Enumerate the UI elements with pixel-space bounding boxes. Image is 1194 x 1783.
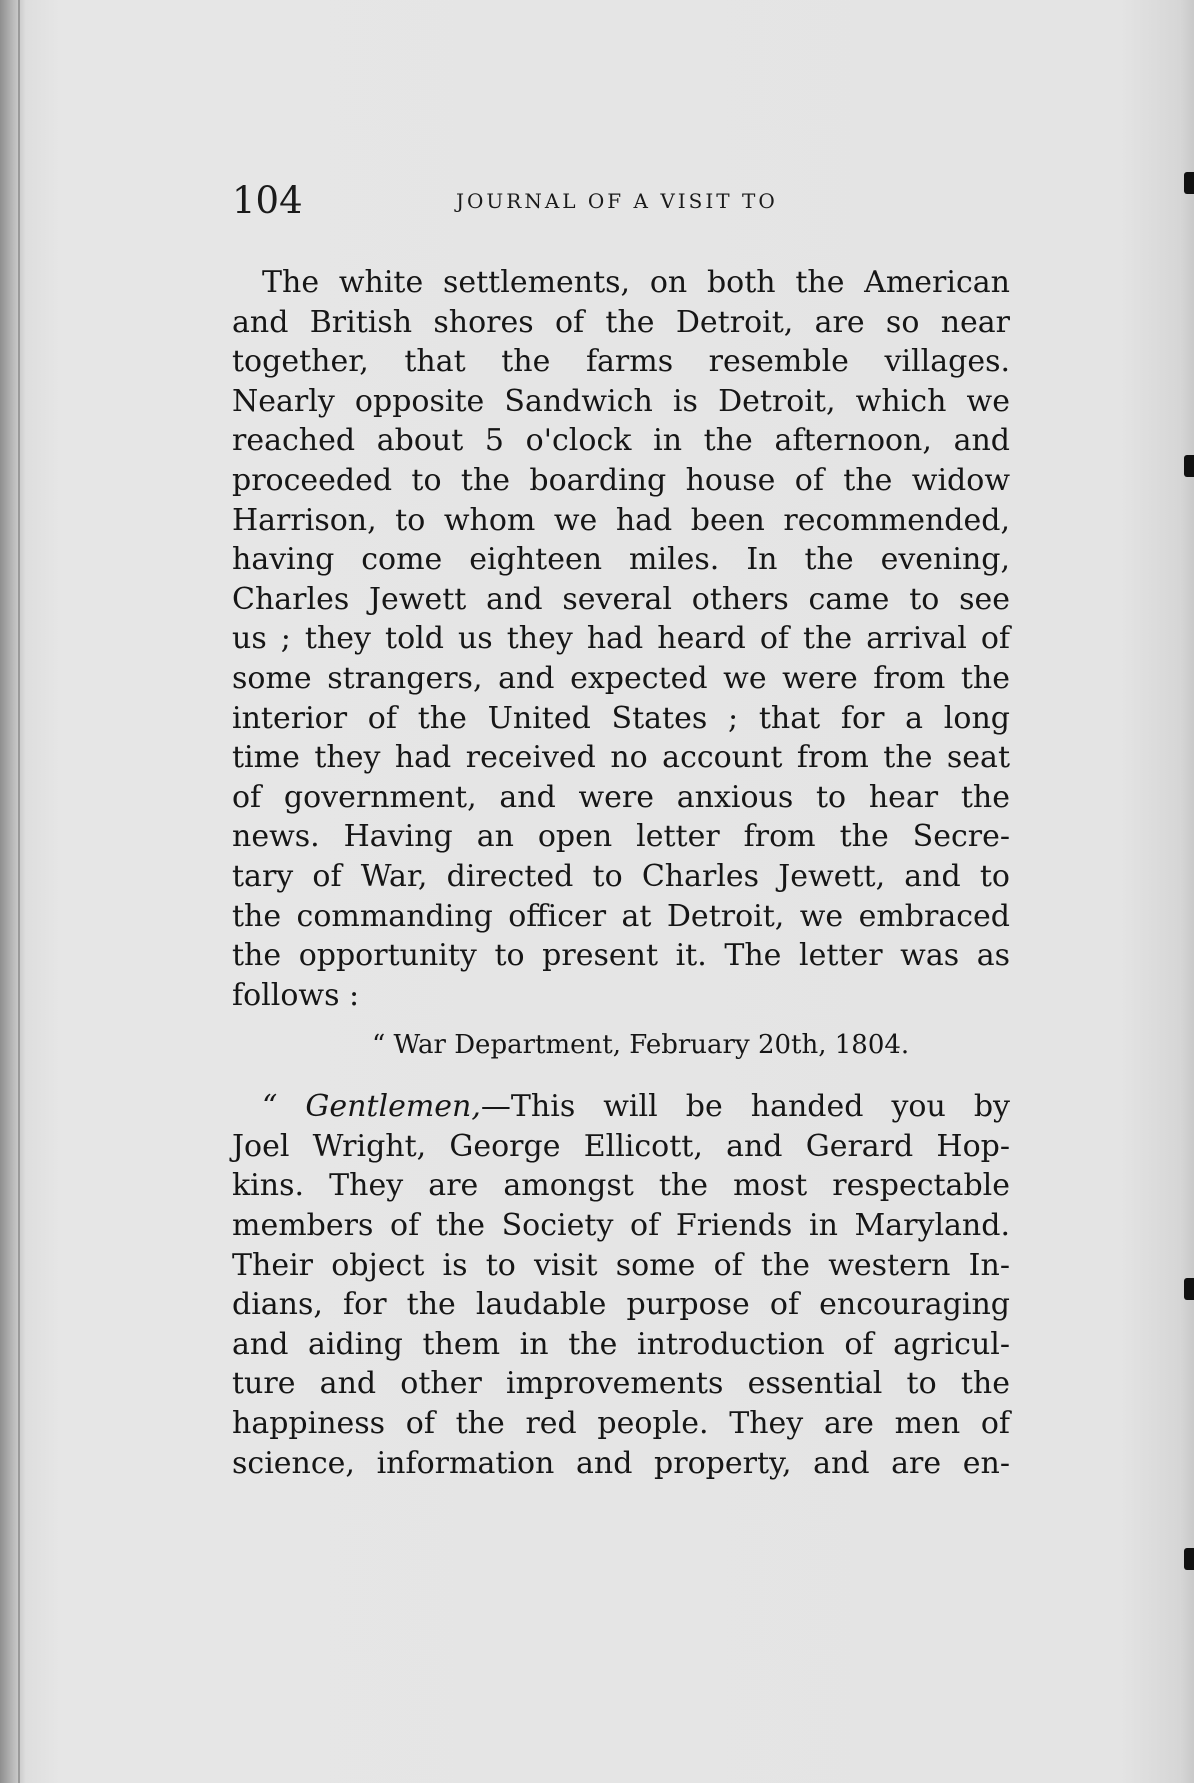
letter-line: science, information and property, and are en-	[232, 1445, 1010, 1481]
letter-salutation: “ Gentlemen,	[262, 1089, 481, 1125]
text-line: Harrison, to whom we had been recommended,	[232, 502, 1010, 538]
text-line: reached about 5 o'clock in the afternoon, and	[232, 423, 1010, 459]
running-title: JOURNAL OF A VISIT TO	[456, 189, 778, 213]
text-line: and British shores of the Detroit, are so near	[232, 304, 1010, 340]
text-line: us ; they told us they had heard of the arrival of	[232, 621, 1010, 657]
page-number: 104	[232, 179, 303, 222]
text-line: having come eighteen miles. In the evening,	[232, 542, 1010, 578]
text-line: Nearly opposite Sandwich is Detroit, which we	[232, 383, 1010, 419]
letter-line: Their object is to visit some of the western In-	[232, 1247, 1010, 1283]
page-edge-mark	[1184, 1548, 1194, 1570]
text-line: of government, and were anxious to hear the	[232, 779, 1010, 815]
text-line: time they had received no account from the seat	[232, 740, 1010, 776]
letter-line: kins. They are amongst the most respectable	[232, 1168, 1010, 1204]
text-line: the commanding officer at Detroit, we embraced	[232, 898, 1010, 934]
text-line: follows :	[232, 977, 360, 1013]
text-line: Charles Jewett and several others came to see	[232, 581, 1010, 617]
letter-line: Joel Wright, George Ellicott, and Gerard Hop-	[232, 1128, 1010, 1164]
text-line: together, that the farms resemble villages.	[232, 344, 1010, 380]
text-line: The white settlements, on both the American	[262, 265, 1010, 300]
letter-line: dians, for the laudable purpose of encouraging	[232, 1287, 1010, 1323]
text-line: some strangers, and expected we were from the	[232, 660, 1010, 696]
page-edge-mark	[1184, 455, 1194, 477]
text-line: tary of War, directed to Charles Jewett, and to	[232, 858, 1010, 894]
text-line: interior of the United States ; that for a long	[232, 700, 1010, 736]
letter-line: and aiding them in the introduction of agricul-	[232, 1326, 1010, 1362]
letter-first-line	[232, 1087, 1010, 1127]
letter-dateline: “ War Department, February 20th, 1804.	[372, 1030, 910, 1061]
letter-line: ture and other improvements essential to the	[232, 1366, 1010, 1402]
text-line: the opportunity to present it. The letter was as	[232, 938, 1010, 974]
letter-first-line-text: —This will be handed you by	[480, 1089, 1010, 1125]
page-edge-mark	[1184, 172, 1194, 194]
letter-line: happiness of the red people. They are men of	[232, 1406, 1010, 1442]
page-edge-mark	[1184, 1278, 1194, 1300]
binding-gutter	[18, 0, 20, 1783]
body-text	[232, 263, 1010, 1483]
running-header	[232, 176, 1012, 226]
letter-line: members of the Society of Friends in Maryland.	[232, 1208, 1010, 1244]
text-line: proceeded to the boarding house of the widow	[232, 462, 1010, 498]
text-line: news. Having an open letter from the Secre-	[232, 819, 1010, 855]
